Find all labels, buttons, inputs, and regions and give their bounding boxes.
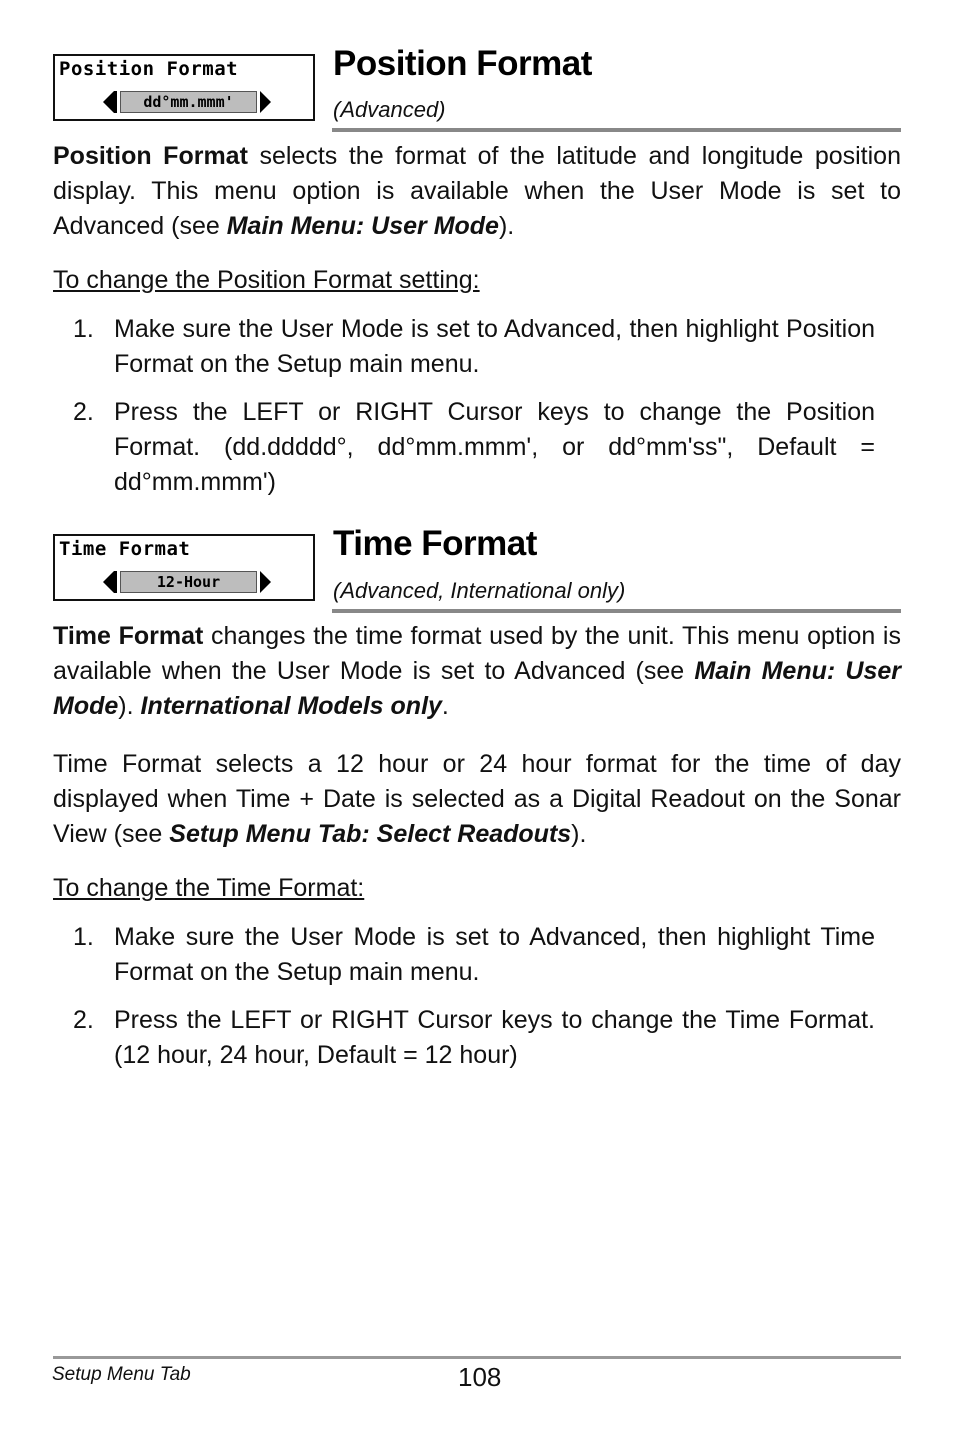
widget-label: Position Format (59, 58, 239, 80)
arrow-right-icon (260, 571, 271, 593)
text: . (441, 692, 449, 720)
cross-reference: International Models only (140, 692, 442, 720)
cross-reference: Main Menu: User Mode (53, 657, 901, 720)
list-item (53, 395, 875, 496)
step-number: 2. (73, 398, 94, 426)
text: ). (118, 692, 141, 720)
section-subtitle: (Advanced) (333, 97, 446, 122)
description-paragraph (53, 747, 901, 852)
list-item (53, 312, 875, 382)
text: changes the time format used by the unit. This menu option is available when the User Mode is set to Advanced (see (53, 622, 901, 685)
step-number: 1. (73, 315, 94, 343)
page-number: 108 (458, 1362, 502, 1392)
time-format-menu-widget (53, 534, 315, 601)
step-text: Make sure the User Mode is set to Advanced, then highlight Position Format on the Setup main menu. (114, 315, 875, 378)
list-item (53, 1003, 875, 1073)
footer-rule (53, 1356, 901, 1359)
widget-value-row (103, 570, 271, 594)
intro-paragraph (53, 139, 901, 244)
procedure-heading: To change the Position Format setting: (53, 266, 480, 294)
section-title: Time Format (333, 524, 537, 563)
widget-value-row (103, 90, 271, 114)
step-text: Press the LEFT or RIGHT Cursor keys to change the Time Format. (12 hour, 24 hour, Default = 12 hour) (114, 1006, 875, 1069)
cross-reference: Setup Menu Tab: Select Readouts (169, 820, 572, 848)
bar-edge-icon (114, 91, 117, 113)
text: ). (571, 820, 587, 848)
text: ). (498, 212, 515, 240)
term: Time Format (53, 622, 204, 650)
section-title: Position Format (333, 44, 592, 83)
footer-section-name: Setup Menu Tab (52, 1364, 191, 1385)
arrow-right-icon (260, 91, 271, 113)
widget-label: Time Format (59, 538, 191, 560)
arrow-left-icon (103, 571, 114, 593)
arrow-left-icon (103, 91, 114, 113)
widget-value: dd°mm.mmm' (120, 91, 257, 113)
position-format-menu-widget (53, 54, 315, 121)
procedure-heading: To change the Time Format: (53, 874, 365, 902)
text: selects the format of the latitude and longitude position display. This menu option is available when the User Mode is set to Advanced (see (53, 142, 901, 240)
term: Position Format (53, 142, 248, 170)
step-text: Make sure the User Mode is set to Advanced, then highlight Time Format on the Setup main menu. (114, 923, 875, 986)
step-number: 2. (73, 1006, 94, 1034)
widget-value: 12-Hour (120, 571, 257, 593)
list-item (53, 920, 875, 990)
intro-paragraph (53, 619, 901, 724)
bar-edge-icon (114, 571, 117, 593)
text: Time Format selects a 12 hour or 24 hour format for the time of day displayed when Time + Date is selected as a Digital Readout on the Sonar View (see (53, 750, 901, 848)
cross-reference: Main Menu: User Mode (226, 212, 499, 240)
section-subtitle: (Advanced, International only) (333, 578, 626, 603)
step-text: Press the LEFT or RIGHT Cursor keys to change the Position Format. (dd.ddddd°, dd°mm.mmm', or dd°mm'ss", Default = dd°mm.mmm') (114, 398, 875, 496)
section-rule (332, 609, 901, 613)
step-number: 1. (73, 923, 94, 951)
section-rule (332, 128, 901, 132)
